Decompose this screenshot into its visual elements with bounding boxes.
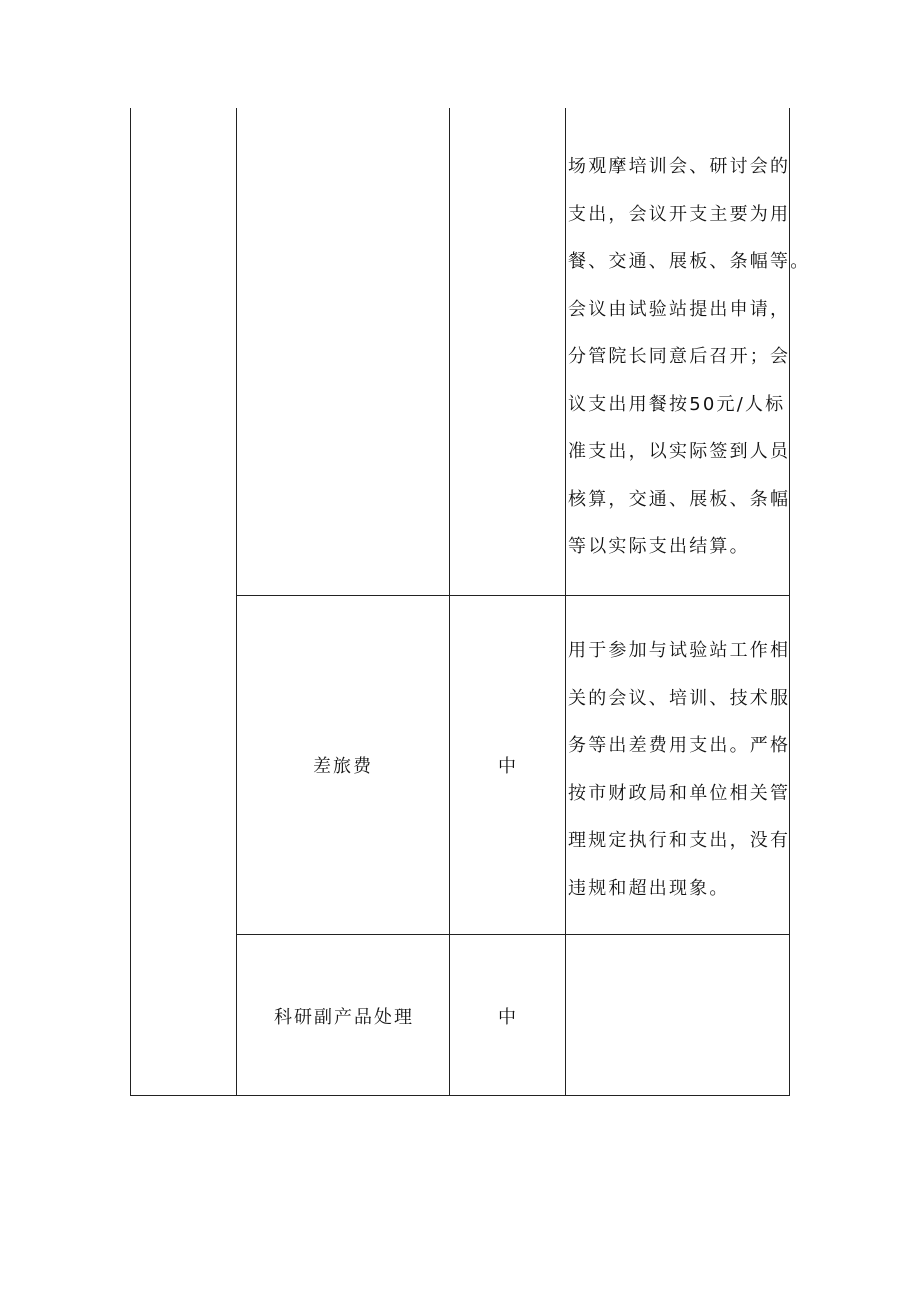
table-border-col3	[565, 108, 566, 1096]
table-border-col2	[449, 108, 450, 1096]
table-border-left	[130, 108, 131, 1096]
description-line: 场观摩培训会、研讨会的	[568, 156, 791, 177]
table-border-bottom	[130, 1095, 790, 1096]
description-line: 会议由试验站提出申请，	[568, 298, 791, 320]
description-line: 用于参加与试验站工作相	[568, 640, 791, 661]
table-cell-item: 科研副产品处理	[274, 1007, 414, 1028]
description-line: 支出，会议开支主要为用	[568, 203, 791, 225]
description-line: 议支出用餐按50元/人标	[568, 393, 786, 415]
description-line: 分管院长同意后召开；会	[568, 346, 791, 367]
description-line: 餐、交通、展板、条幅等。	[568, 251, 811, 272]
description-line: 理规定执行和支出，没有	[568, 830, 791, 851]
row-divider-2	[236, 934, 790, 935]
table-cell-level: 中	[498, 1007, 518, 1028]
table-cell-level: 中	[498, 756, 518, 777]
description-line: 等以实际支出结算。	[568, 536, 750, 557]
table-border-col1	[236, 108, 237, 1096]
description-line: 关的会议、培训、技术服	[568, 687, 791, 709]
row-divider-1	[236, 595, 790, 596]
description-line: 核算，交通、展板、条幅	[568, 488, 791, 510]
table-cell-description	[568, 627, 790, 912]
description-line: 违规和超出现象。	[568, 877, 730, 899]
description-line: 按市财政局和单位相关管	[568, 782, 791, 804]
description-line: 准支出，以实际签到人员	[568, 441, 791, 462]
table-cell-item: 差旅费	[313, 756, 373, 777]
description-line: 务等出差费用支出。严格	[568, 735, 791, 756]
table-cell-description	[568, 143, 811, 571]
